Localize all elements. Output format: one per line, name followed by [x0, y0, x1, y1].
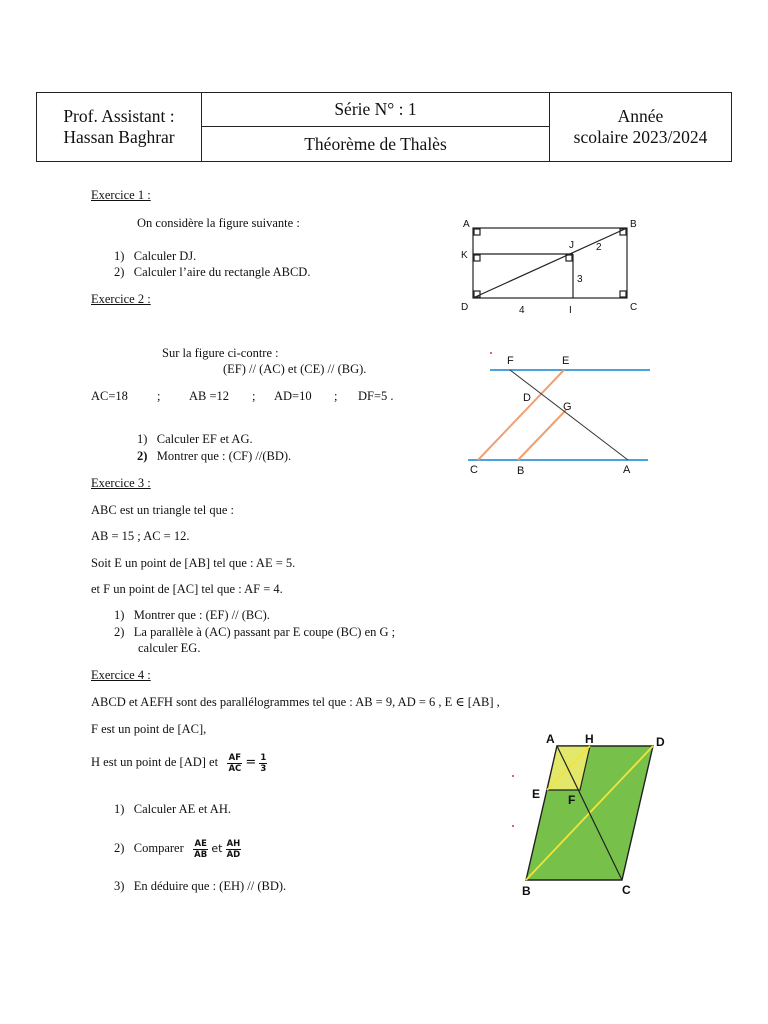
series-cell: Série N° : 1 — [202, 93, 550, 127]
label-h: H — [585, 732, 594, 746]
label-a: A — [623, 464, 631, 476]
label-f: F — [507, 355, 514, 367]
label-d: D — [461, 302, 469, 313]
ex3-line4: et F un point de [AC] tel que : AF = 4. — [91, 582, 283, 596]
label-c: C — [622, 883, 631, 897]
ex3-line2: AB = 15 ; AC = 12. — [91, 529, 190, 543]
label-d: D — [656, 735, 665, 749]
label-g: G — [563, 401, 572, 413]
ex1-q2: 2) Calculer l’aire du rectangle ABCD. — [114, 265, 311, 279]
right-angle-k — [474, 255, 480, 261]
ex4-q1: 1) Calculer AE et AH. — [114, 802, 231, 816]
stray-dot-1 — [512, 775, 514, 777]
line-ce — [478, 370, 564, 460]
label-b: B — [522, 884, 531, 898]
label-e: E — [532, 787, 541, 801]
stray-dot-2 — [512, 825, 514, 827]
stray-dot — [490, 352, 492, 354]
frac-1: 1 — [260, 752, 267, 763]
frac-af: AF — [228, 752, 242, 763]
ex2-sep3: ; — [334, 389, 338, 403]
label-a: A — [546, 732, 555, 746]
frac-ae: AE — [194, 838, 207, 849]
frac-ah: AH — [226, 838, 241, 849]
ex2-data-ac: AC=18 — [91, 389, 128, 403]
ex3-q2b: calculer EG. — [138, 641, 201, 655]
ex1-figure — [455, 212, 645, 320]
label-f: F — [568, 793, 576, 807]
ex2-intro: Sur la figure ci-contre : — [162, 346, 279, 360]
frac-ab: AB — [194, 849, 208, 860]
frac-ac: AC — [228, 763, 242, 774]
ex1-title: Exercice 1 : — [91, 188, 151, 202]
length-2: 2 — [596, 242, 602, 253]
ex3-line3: Soit E un point de [AB] tel que : AE = 5. — [91, 556, 296, 570]
et-word: et — [211, 842, 223, 855]
ex2-q2-number: 2) — [137, 449, 148, 463]
label-a: A — [463, 219, 470, 230]
frac-ad: AD — [226, 849, 241, 860]
label-d: D — [523, 392, 531, 404]
length-4: 4 — [519, 305, 525, 316]
label-b: B — [630, 219, 637, 230]
ex2-q2 — [137, 449, 291, 463]
diagonal-db — [473, 228, 627, 298]
ex3-line1: ABC est un triangle tel que : — [91, 503, 235, 517]
teacher-line2: Hassan Baghrar — [63, 127, 175, 147]
ex3-title: Exercice 3 : — [91, 476, 151, 490]
ex4-line1: ABCD et AEFH sont des parallélogrammes tel que : AB = 9, AD = 6 , E ∈ [AB] , — [91, 695, 500, 709]
ex2-sep2: ; — [252, 389, 256, 403]
ex4-figure — [510, 728, 680, 913]
label-b: B — [517, 465, 525, 477]
frac-3: 3 — [260, 763, 267, 774]
ex2-q1: 1) Calculer EF et AG. — [137, 432, 253, 446]
ex2-sep1: ; — [157, 389, 161, 403]
label-i: I — [569, 305, 572, 316]
label-c: C — [630, 302, 638, 313]
right-angle-a — [474, 229, 480, 235]
year-line2: scolaire 2023/2024 — [573, 127, 708, 147]
topic-cell: Théorème de Thalès — [202, 127, 550, 162]
line-fa — [510, 370, 628, 460]
ex4-title: Exercice 4 : — [91, 668, 151, 682]
length-3: 3 — [577, 274, 583, 285]
fraction-ae-ab — [193, 839, 208, 860]
fraction-1-3 — [259, 753, 267, 774]
ex4-line3 — [91, 748, 267, 777]
ex2-data-ab: AB =12 — [189, 389, 230, 403]
label-j: J — [569, 240, 574, 251]
ex4-q3: 3) En déduire que : (EH) // (BD). — [114, 879, 287, 893]
header-table — [36, 92, 732, 162]
right-angle-c — [620, 291, 626, 297]
label-c: C — [470, 464, 478, 476]
ex4-q2 — [114, 834, 241, 863]
ex2-data-df: DF=5 . — [358, 389, 394, 403]
year-line1: Année — [617, 106, 664, 126]
year-cell — [550, 93, 732, 162]
ex2-figure — [466, 346, 656, 480]
ex2-data-ad: AD=10 — [274, 389, 312, 403]
teacher-line1: Prof. Assistant : — [63, 106, 175, 126]
ex3-q2a: 2) La parallèle à (AC) passant par E coupe (BC) en G ; — [114, 625, 396, 639]
ex2-title: Exercice 2 : — [91, 292, 151, 306]
fraction-ah-ad — [226, 839, 242, 860]
line-bg — [518, 410, 566, 460]
fraction-af-ac — [227, 753, 242, 774]
ex1-intro: On considère la figure suivante : — [137, 216, 300, 230]
equals-sign: = — [245, 755, 257, 770]
ex4-q2-text: 2) Comparer — [114, 841, 184, 855]
ex3-q1: 1) Montrer que : (EF) // (BC). — [114, 608, 270, 622]
ex1-q1: 1) Calculer DJ. — [114, 249, 197, 263]
ex4-line2: F est un point de [AC], — [91, 722, 207, 736]
ex4-line3-text: H est un point de [AD] et — [91, 755, 219, 769]
teacher-cell — [37, 93, 202, 162]
ex2-q2-text: Montrer que : (CF) //(BD). — [156, 449, 292, 463]
label-k: K — [461, 250, 468, 261]
ex2-condition: (EF) // (AC) et (CE) // (BG). — [223, 362, 367, 376]
label-e: E — [562, 355, 570, 367]
